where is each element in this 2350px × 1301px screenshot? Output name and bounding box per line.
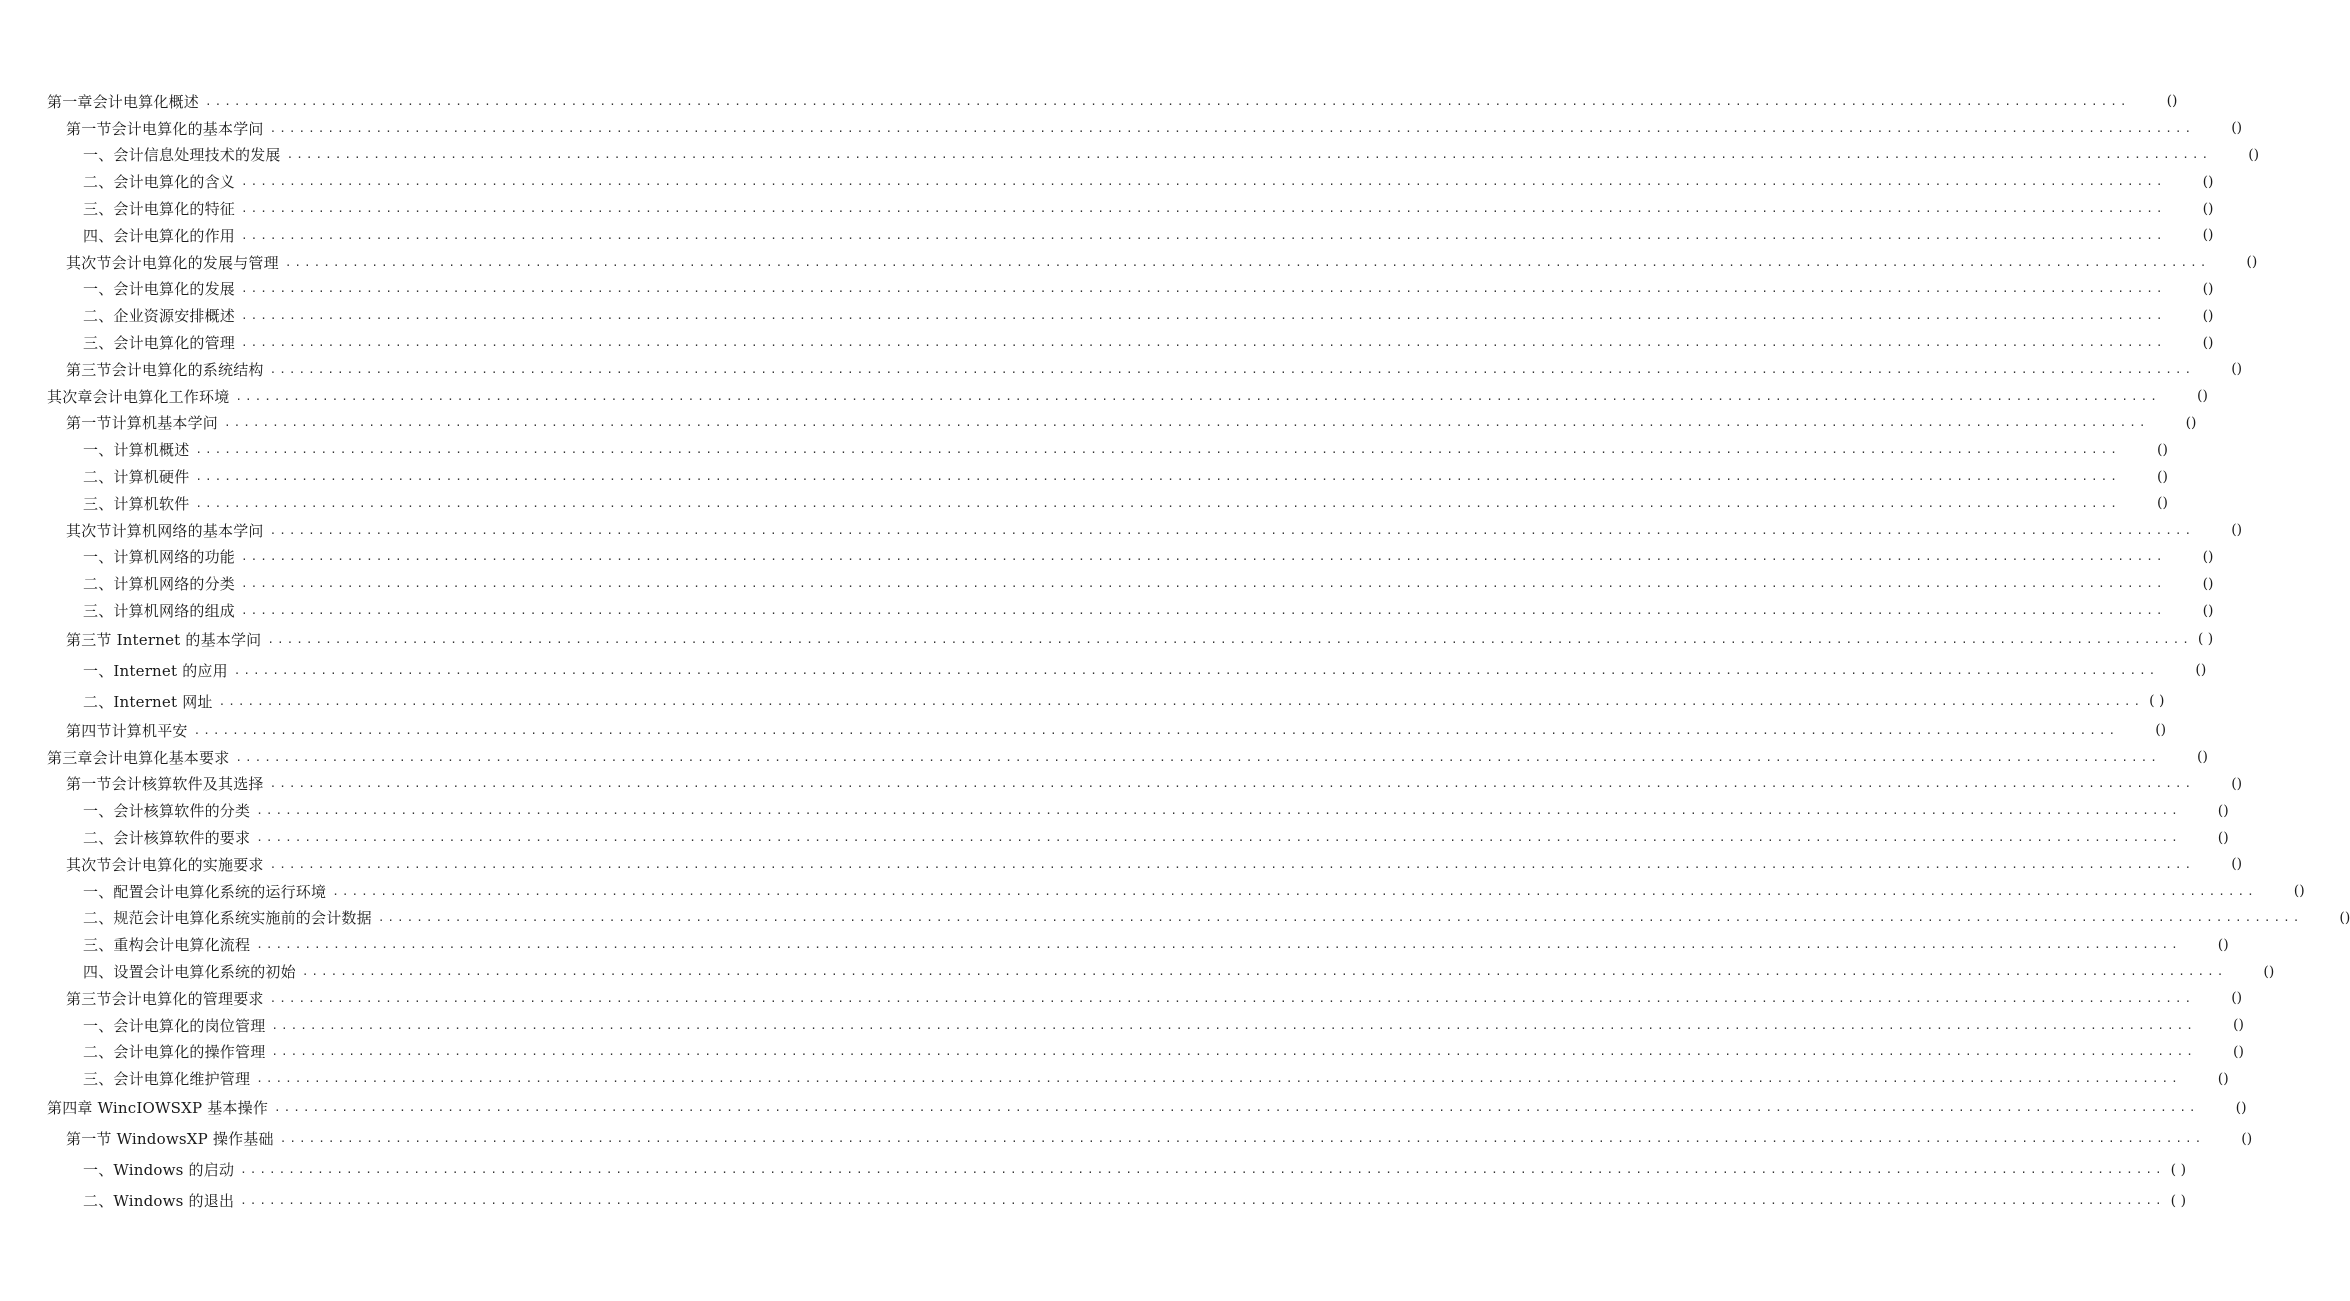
- toc-entry-title: 第三节会计电算化的管理要求: [66, 989, 264, 1008]
- toc-entry-title: 一、计算机网络的功能: [83, 548, 236, 567]
- toc-entry-title: 其次章会计电算化工作环境: [47, 387, 230, 406]
- toc-entry-title: 一、计算机概述: [83, 441, 190, 460]
- toc-entry-title: 第一节计算机基本学问: [66, 414, 219, 433]
- toc-page-number: (): [2231, 522, 2243, 539]
- dot-leader: ........................................................................................................................................................................................................: [256, 831, 2181, 845]
- toc-page-number: (): [2217, 802, 2229, 819]
- toc-subsection-entry[interactable]: [0, 824, 2229, 851]
- toc-entry-title: 第四章 WincIOWSXP 基本操作: [47, 1099, 269, 1118]
- dot-leader: ........................................................................................................................................................................................................: [240, 1163, 2165, 1177]
- toc-entry-title: 四、会计电算化的作用: [83, 226, 236, 245]
- toc-entry-title: 其次节会计电算化的实施要求: [66, 855, 264, 874]
- toc-subsection-entry[interactable]: [0, 276, 2214, 303]
- dot-leader: ........................................................................................................................................................................................................: [241, 202, 2166, 216]
- toc-subsection-entry[interactable]: [0, 195, 2214, 222]
- toc-subsection-entry[interactable]: [0, 1185, 2187, 1216]
- toc-subsection-entry[interactable]: [0, 1154, 2187, 1185]
- toc-subsection-entry[interactable]: [0, 222, 2214, 249]
- dot-leader: ........................................................................................................................................................................................................: [279, 1132, 2205, 1146]
- dot-leader: ........................................................................................................................................................................................................: [195, 496, 2120, 510]
- toc-page-number: (): [2196, 388, 2208, 405]
- toc-entry-title: 三、计算机软件: [83, 494, 190, 513]
- toc-subsection-entry[interactable]: [0, 958, 2275, 985]
- toc-subsection-entry[interactable]: [0, 142, 2260, 169]
- toc-page-number: (): [2202, 602, 2214, 619]
- dot-leader: ........................................................................................................................................................................................................: [256, 804, 2181, 818]
- toc-section-entry[interactable]: [0, 717, 2167, 744]
- toc-page-number: (): [2241, 1130, 2253, 1147]
- toc-chapter-entry[interactable]: [0, 744, 2208, 771]
- toc-page-number: (): [2202, 334, 2214, 351]
- toc-entry-title: 一、Windows 的启动: [83, 1161, 235, 1180]
- toc-subsection-entry[interactable]: [0, 302, 2214, 329]
- toc-page-number: (): [2231, 120, 2243, 137]
- toc-page-number: (): [2156, 441, 2168, 458]
- toc-entry-title: 二、计算机网络的分类: [83, 575, 236, 594]
- toc-page-number: (): [2185, 414, 2197, 431]
- toc-subsection-entry[interactable]: [0, 905, 2350, 932]
- toc-entry-title: 二、会计核算软件的要求: [83, 829, 251, 848]
- toc-page-number: (): [2231, 361, 2243, 378]
- dot-leader: ........................................................................................................................................................................................................: [286, 148, 2212, 162]
- toc-page-number: (): [2166, 93, 2178, 110]
- toc-entry-title: 三、会计电算化的管理: [83, 334, 236, 353]
- toc-page-number: (): [2202, 307, 2214, 324]
- dot-leader: ........................................................................................................................................................................................................: [269, 523, 2195, 537]
- toc-chapter-entry[interactable]: [0, 1092, 2247, 1123]
- toc-page-number: (): [2202, 548, 2214, 565]
- toc-section-entry[interactable]: [0, 115, 2243, 142]
- toc-subsection-entry[interactable]: [0, 168, 2214, 195]
- toc-page-number: (): [2263, 963, 2275, 980]
- toc-subsection-entry[interactable]: [0, 655, 2207, 686]
- toc-entry-title: 一、会计电算化的发展: [83, 280, 236, 299]
- toc-page-number: ( ): [2170, 1161, 2187, 1178]
- toc-entry-title: 三、计算机网络的组成: [83, 602, 236, 621]
- toc-entry-title: 一、Internet 的应用: [83, 661, 228, 680]
- toc-page-number: (): [2217, 829, 2229, 846]
- toc-page-number: (): [2235, 1099, 2247, 1116]
- dot-leader: ........................................................................................................................................................................................................: [235, 389, 2160, 403]
- toc-section-entry[interactable]: [0, 410, 2197, 437]
- dot-leader: ........................................................................................................................................................................................................: [205, 94, 2130, 108]
- toc-subsection-entry[interactable]: [0, 797, 2229, 824]
- toc-subsection-entry[interactable]: [0, 597, 2214, 624]
- toc-entry-title: 二、计算机硬件: [83, 468, 190, 487]
- toc-page-number: (): [2202, 173, 2214, 190]
- dot-leader: ........................................................................................................................................................................................................: [195, 443, 2120, 457]
- dot-leader: ........................................................................................................................................................................................................: [269, 777, 2195, 791]
- toc-entry-title: 第三章会计电算化基本要求: [47, 748, 230, 767]
- toc-entry-title: 二、企业资源安排概述: [83, 307, 236, 326]
- dot-leader: ........................................................................................................................................................................................................: [269, 991, 2195, 1005]
- toc-entry-title: 第一节会计核算软件及其选择: [66, 775, 264, 794]
- toc-entry-title: 第三节 Internet 的基本学问: [66, 630, 262, 649]
- toc-page-number: (): [2156, 495, 2168, 512]
- toc-entry-title: 其次节计算机网络的基本学问: [66, 521, 264, 540]
- toc-page-number: (): [2293, 883, 2305, 900]
- toc-entry-title: 其次节会计电算化的发展与管理: [66, 253, 279, 272]
- toc-entry-title: 一、会计电算化的岗位管理: [83, 1016, 266, 1035]
- toc-entry-title: 第一节 WindowsXP 操作基础: [66, 1130, 274, 1149]
- dot-leader: ........................................................................................................................................................................................................: [193, 723, 2119, 737]
- dot-leader: ........................................................................................................................................................................................................: [241, 336, 2166, 350]
- dot-leader: ........................................................................................................................................................................................................: [271, 1018, 2196, 1032]
- toc-entry-title: 四、设置会计电算化系统的初始: [83, 963, 296, 981]
- dot-leader: ........................................................................................................................................................................................................: [332, 884, 2257, 898]
- toc-page-number: (): [2231, 775, 2243, 792]
- toc-subsection-entry[interactable]: [0, 436, 2168, 463]
- toc-subsection-entry[interactable]: [0, 463, 2168, 490]
- toc-subsection-entry[interactable]: [0, 490, 2168, 517]
- toc-page-number: (): [2202, 200, 2214, 217]
- toc-section-entry[interactable]: [0, 624, 2214, 655]
- toc-page-number: (): [2156, 468, 2168, 485]
- dot-leader: ........................................................................................................................................................................................................: [241, 604, 2166, 618]
- toc-subsection-entry[interactable]: [0, 686, 2165, 717]
- toc-entry-title: 二、规范会计电算化系统实施前的会计数据: [83, 909, 372, 928]
- toc-page-number: (): [2217, 1070, 2229, 1087]
- toc-subsection-entry[interactable]: [0, 1012, 2244, 1039]
- toc-section-entry[interactable]: [0, 1123, 2253, 1154]
- dot-leader: ........................................................................................................................................................................................................: [240, 1194, 2165, 1208]
- toc-entry-title: 二、Windows 的退出: [83, 1192, 235, 1211]
- dot-leader: ........................................................................................................................................................................................................: [235, 750, 2160, 764]
- toc-page-number: ( ): [2149, 693, 2165, 710]
- toc-entry-title: 三、会计电算化的特征: [83, 200, 236, 219]
- toc-section-entry[interactable]: [0, 985, 2243, 1012]
- toc-entry-title: 三、会计电算化维护管理: [83, 1070, 251, 1089]
- toc-entry-title: 第四节计算机平安: [66, 721, 188, 740]
- toc-page-number: (): [2217, 936, 2229, 953]
- toc-section-entry[interactable]: [0, 771, 2243, 798]
- toc-page-number: ( ): [2197, 631, 2214, 648]
- dot-leader: ........................................................................................................................................................................................................: [241, 577, 2166, 591]
- dot-leader: ........................................................................................................................................................................................................: [241, 282, 2166, 296]
- dot-leader: ........................................................................................................................................................................................................: [218, 694, 2144, 708]
- toc-page-number: (): [2232, 1017, 2244, 1034]
- dot-leader: ........................................................................................................................................................................................................: [274, 1101, 2199, 1115]
- toc-page-number: (): [2248, 146, 2260, 163]
- toc-entry-title: 第一节会计电算化的基本学问: [66, 119, 264, 138]
- toc-subsection-entry[interactable]: [0, 1065, 2229, 1092]
- toc-page-number: (): [2232, 1043, 2244, 1060]
- toc-chapter-entry[interactable]: [0, 88, 2178, 115]
- toc-page-number: (): [2202, 575, 2214, 592]
- toc-subsection-entry[interactable]: [0, 1039, 2244, 1066]
- toc-page-number: (): [2196, 749, 2208, 766]
- toc-entry-title: 一、会计核算软件的分类: [83, 802, 251, 821]
- toc-section-entry[interactable]: [0, 249, 2258, 276]
- dot-leader: ........................................................................................................................................................................................................: [256, 1072, 2181, 1086]
- dot-leader: ........................................................................................................................................................................................................: [377, 911, 2303, 925]
- toc-page-number: (): [2339, 909, 2350, 926]
- toc-section-entry[interactable]: [0, 851, 2243, 878]
- dot-leader: ........................................................................................................................................................................................................: [241, 309, 2166, 323]
- toc-entry-title: 第一章会计电算化概述: [47, 92, 200, 111]
- dot-leader: ........................................................................................................................................................................................................: [233, 663, 2159, 677]
- toc-entry-title: 二、会计电算化的含义: [83, 173, 236, 192]
- toc-page-number: (): [2202, 280, 2214, 297]
- toc-page-number: (): [2231, 856, 2243, 873]
- toc-entry-title: 二、Internet 网址: [83, 692, 213, 711]
- dot-leader: ........................................................................................................................................................................................................: [269, 121, 2195, 135]
- toc-page-number: (): [2246, 254, 2258, 271]
- toc-subsection-entry[interactable]: [0, 329, 2214, 356]
- toc-entry-title: 一、会计信息处理技术的发展: [83, 146, 281, 165]
- dot-leader: ........................................................................................................................................................................................................: [284, 255, 2210, 269]
- toc-page-number: (): [2202, 227, 2214, 244]
- toc-subsection-entry[interactable]: [0, 878, 2305, 905]
- toc-subsection-entry[interactable]: [0, 931, 2229, 958]
- toc-entry-title: 二、会计电算化的操作管理: [83, 1043, 266, 1062]
- toc-page-number: (): [2231, 990, 2243, 1007]
- dot-leader: ........................................................................................................................................................................................................: [301, 965, 2227, 978]
- toc-entry-title: 三、重构会计电算化流程: [83, 936, 251, 955]
- dot-leader: ........................................................................................................................................................................................................: [269, 362, 2195, 376]
- dot-leader: ........................................................................................................................................................................................................: [271, 1045, 2196, 1059]
- table-of-contents: [0, 88, 2350, 1216]
- toc-page-number: (): [2195, 662, 2207, 679]
- dot-leader: ........................................................................................................................................................................................................: [241, 228, 2166, 242]
- toc-section-entry[interactable]: [0, 356, 2243, 383]
- toc-subsection-entry[interactable]: [0, 544, 2214, 571]
- toc-page-number: (): [2155, 722, 2167, 739]
- dot-leader: ........................................................................................................................................................................................................: [267, 632, 2192, 646]
- toc-entry-title: 一、配置会计电算化系统的运行环境: [83, 882, 327, 901]
- toc-section-entry[interactable]: [0, 517, 2243, 544]
- toc-chapter-entry[interactable]: [0, 383, 2208, 410]
- toc-page-number: ( ): [2170, 1192, 2187, 1209]
- dot-leader: ........................................................................................................................................................................................................: [224, 416, 2149, 430]
- dot-leader: ........................................................................................................................................................................................................: [241, 550, 2166, 564]
- dot-leader: ........................................................................................................................................................................................................: [195, 470, 2120, 484]
- dot-leader: ........................................................................................................................................................................................................: [269, 857, 2195, 871]
- dot-leader: ........................................................................................................................................................................................................: [256, 938, 2181, 952]
- dot-leader: ........................................................................................................................................................................................................: [241, 175, 2166, 189]
- toc-subsection-entry[interactable]: [0, 570, 2214, 597]
- toc-entry-title: 第三节会计电算化的系统结构: [66, 360, 264, 379]
